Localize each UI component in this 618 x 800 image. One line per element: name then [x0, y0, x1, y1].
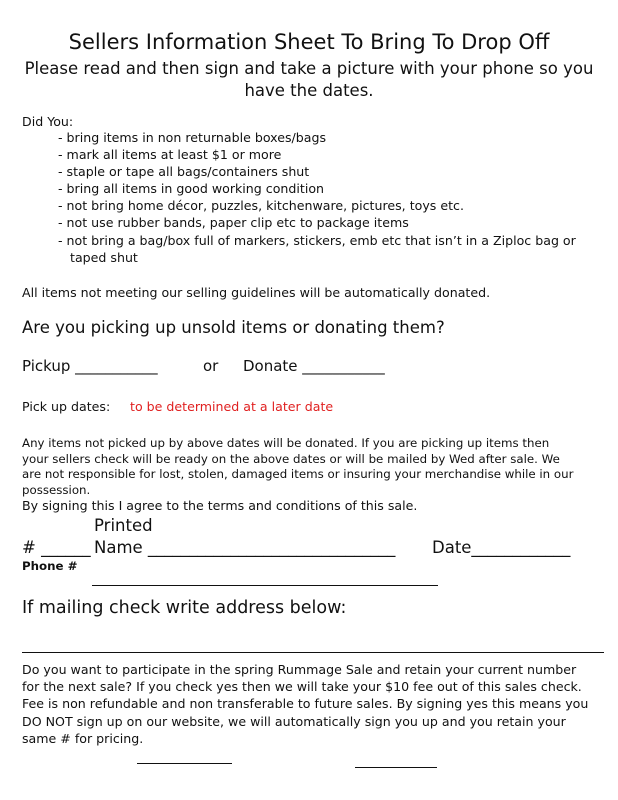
- rummage-paragraph: Do you want to participate in the spring Rummage Sale and retain your current number for the next sale? If you check yes then we will take your $10 fee out of this sales check. Fee is non refundable and non transferable to future sales. By signing yes this means you DO NOT sign up on our website, we will automatically sign you up and you retain your same # for pricing.: [22, 662, 589, 746]
- yes-line[interactable]: [137, 763, 232, 764]
- or-label: or: [203, 357, 219, 375]
- seller-number-field[interactable]: # ______: [22, 538, 91, 557]
- no-line[interactable]: [355, 767, 437, 768]
- checklist-item: - staple or tape all bags/containers shut: [58, 164, 310, 180]
- pickup-dates-value: to be determined at a later date: [130, 399, 334, 414]
- mailing-heading: If mailing check write address below:: [22, 598, 347, 618]
- printed-label: Printed: [94, 516, 153, 535]
- policy-paragraph: Any items not picked up by above dates will be donated. If you are picking up items then your sellers check will be ready on the above dates or will be mailed by Wed after sale. We are not responsible for lost, stolen, damaged items or insuring your merchandise while in our possession.: [22, 436, 574, 497]
- printed-name-field[interactable]: Name ______________________________: [94, 538, 396, 557]
- checklist-item: - mark all items at least $1 or more: [58, 147, 282, 163]
- checklist-item: - not bring home décor, puzzles, kitchenware, pictures, toys etc.: [58, 198, 464, 214]
- guidelines-note: All items not meeting our selling guidelines will be automatically donated.: [22, 285, 491, 300]
- address-line[interactable]: [22, 652, 604, 653]
- checklist-heading: Did You:: [22, 114, 74, 129]
- donate-option[interactable]: Donate ___________: [243, 357, 385, 375]
- checklist-item: - not bring a bag/box full of markers, stickers, emb etc that isn’t in a Ziploc bag or: [58, 232, 576, 248]
- checklist-item: - not use rubber bands, paper clip etc to package items: [58, 215, 409, 231]
- checklist-item: - bring all items in good working condition: [58, 181, 324, 197]
- pickup-dates-label: Pick up dates:: [22, 399, 111, 414]
- page-title: Sellers Information Sheet To Bring To Drop Off: [68, 30, 550, 54]
- page-subtitle: Please read and then sign and take a picture with your phone so you have the dates.: [24, 59, 594, 100]
- agreement-text: By signing this I agree to the terms and conditions of this sale.: [22, 498, 418, 513]
- date-field[interactable]: Date____________: [432, 538, 571, 557]
- pickup-question: Are you picking up unsold items or donating them?: [22, 318, 445, 337]
- pickup-option[interactable]: Pickup ___________: [22, 357, 158, 375]
- phone-label: Phone #: [22, 559, 78, 573]
- phone-line[interactable]: [92, 585, 438, 586]
- checklist: [58, 129, 576, 266]
- checklist-item: - bring items in non returnable boxes/bags: [58, 130, 327, 145]
- checklist-item: taped shut: [70, 249, 138, 265]
